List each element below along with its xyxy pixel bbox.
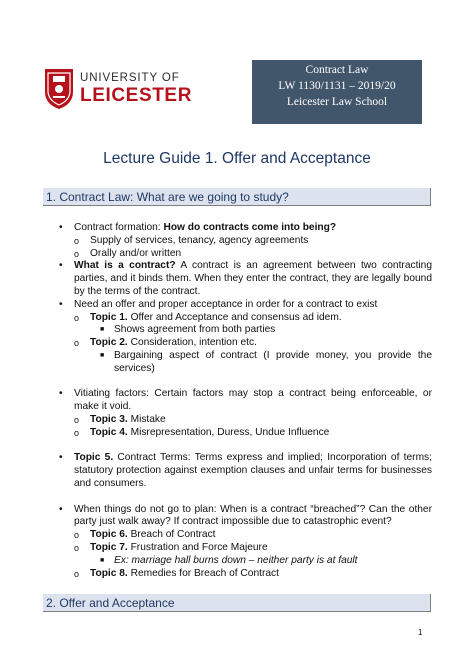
list-item: o Topic 2. Consideration, intention etc. [74, 337, 257, 349]
list-item: o Topic 8. Remedies for Breach of Contract [74, 567, 279, 579]
university-shield-icon [44, 68, 74, 110]
university-logo [44, 68, 194, 114]
list-item: o Topic 7. Frustration and Force Majeure [74, 541, 268, 553]
school-name: Leicester Law School [286, 96, 388, 108]
hollow-circle-icon: o [74, 542, 80, 553]
bullet-dot-icon: • [59, 388, 63, 400]
list-item: • Contract formation: How do contracts come into being? [59, 222, 337, 233]
logo-text-university-of: UNIVERSITY OF [80, 72, 180, 84]
document-title: Lecture Guide 1. Offer and Acceptance [103, 150, 371, 167]
course-title: Contract Law [305, 64, 369, 76]
list-item: • Topic 5. Contract Terms: Terms express and implied; Incorporation of terms; statutory protection against exemption clauses and unfair terms for businesses and consumers. [59, 452, 432, 489]
hollow-circle-icon: o [74, 414, 80, 425]
list-item: • What is a contract? A contract is an agreement between two contracting parties, and it binds them. When they enter the contract, they are legally bound by the terms of the contract. [59, 260, 432, 297]
list-item: • Need an offer and proper acceptance in order for a contract to exist [59, 298, 378, 310]
bullet-dot-icon: • [59, 452, 63, 464]
hollow-circle-icon: o [74, 235, 80, 246]
hollow-circle-icon: o [74, 248, 80, 259]
list-item: ■ Ex: marriage hall burns down – neither party is at fault [100, 554, 358, 566]
section-heading-2: 2. Offer and Acceptance [43, 594, 431, 612]
list-item: o Topic 4. Misrepresentation, Duress, Undue Influence [74, 426, 330, 438]
hollow-circle-icon: o [74, 427, 80, 438]
list-item: o Topic 3. Mistake [74, 413, 166, 425]
list-item: • Vitiating factors: Certain factors may stop a contract being enforceable, or make it void. [59, 388, 432, 413]
list-item: o Supply of services, tenancy, agency agreements [74, 234, 309, 246]
list-item: o Orally and/or written [74, 247, 182, 259]
hollow-circle-icon: o [74, 568, 80, 579]
square-bullet-icon: ■ [100, 326, 105, 334]
hollow-circle-icon: o [74, 338, 80, 349]
course-info-box [252, 60, 422, 124]
bullet-dot-icon: • [59, 298, 63, 310]
logo-text-leicester: LEICESTER [80, 85, 193, 106]
hollow-circle-icon: o [74, 312, 80, 323]
bullet-dot-icon: • [59, 260, 63, 272]
list-item: ■ Bargaining aspect of contract (I provide money, you provide the services) [100, 349, 432, 374]
section-1-content [58, 222, 432, 580]
list-item: o Topic 6. Breach of Contract [74, 529, 216, 541]
list-item: • When things do not go to plan: When is a contract “breached”? Can the other party just walk away? If contract impossible due to catastrophic event? [59, 503, 432, 528]
square-bullet-icon: ■ [100, 556, 105, 564]
square-bullet-icon: ■ [100, 351, 105, 359]
course-code: LW 1130/1131 – 2019/20 [278, 80, 396, 92]
hollow-circle-icon: o [74, 530, 80, 541]
bullet-dot-icon: • [59, 503, 63, 515]
bullet-dot-icon: • [59, 222, 63, 233]
section-heading-1: 1. Contract Law: What are we going to study? [43, 188, 431, 206]
page-number: 1 [418, 628, 423, 637]
list-item: ■ Shows agreement from both parties [100, 324, 276, 336]
list-item: o Topic 1. Offer and Acceptance and consensus ad idem. [74, 311, 342, 323]
